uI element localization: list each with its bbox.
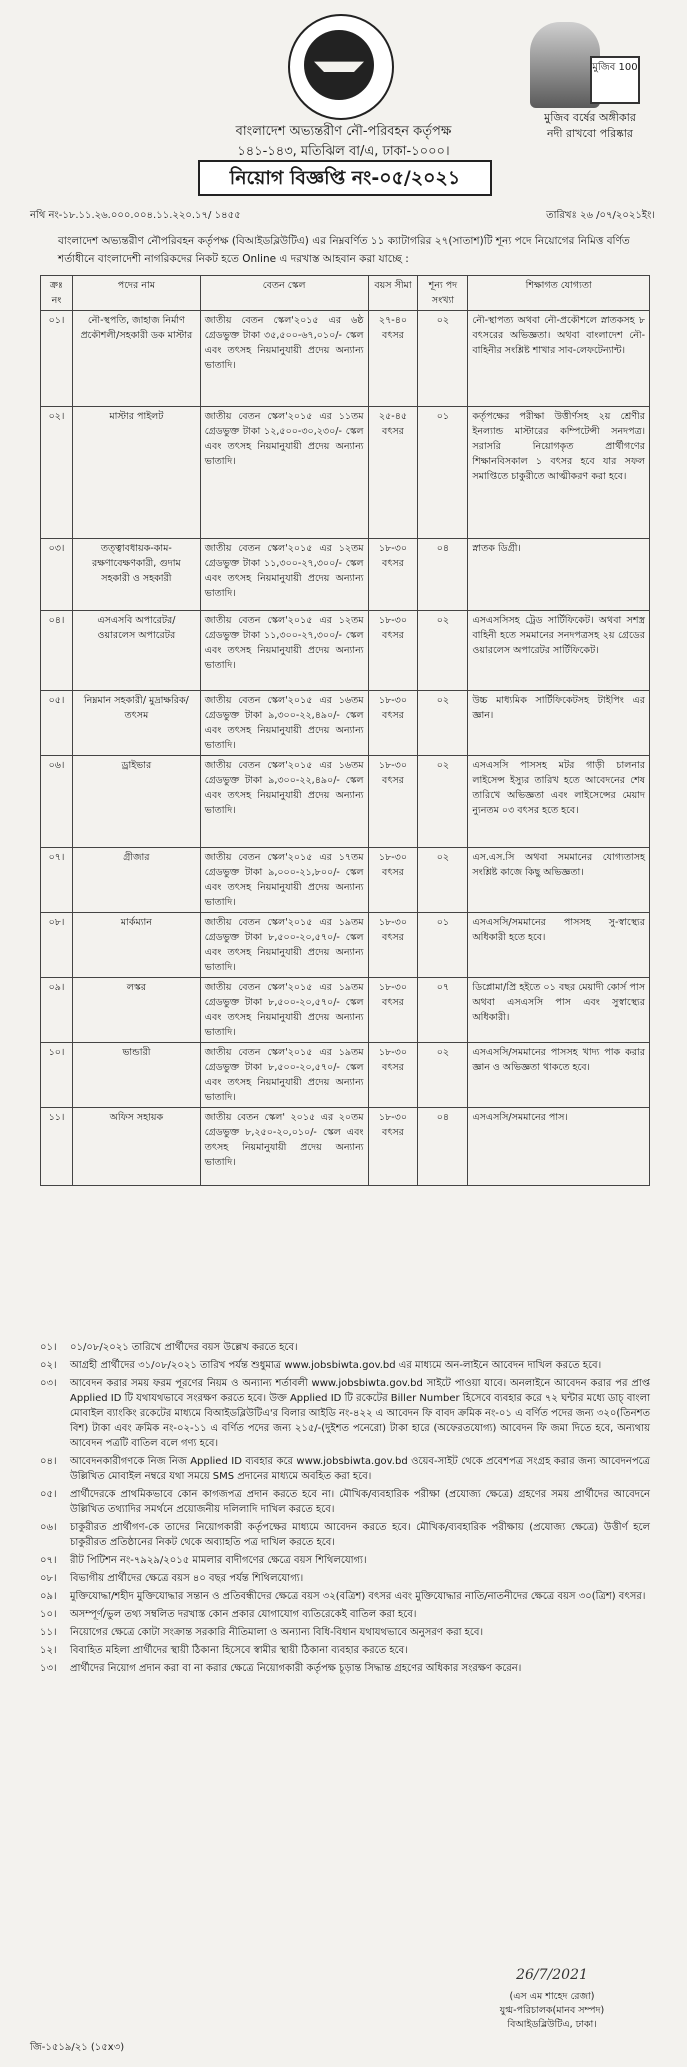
cell-count: ০২ xyxy=(418,756,468,848)
cell-scale: জাতীয় বেতন স্কেল'২০১৫ এর ১৬তম গ্রেডভুক্ত টাকা ৯,৩০০-২২,৪৯০/- স্কেল এবং তৎসহ নিয়মানুযায়ী প্রদেয় অন্যান্য ভাতাদি। xyxy=(200,756,368,848)
cell-qualification: এসএসসি পাসসহ মটর গাড়ী চালনার লাইসেন্স ইস্যুর তারিখ হতে আবেদনের শেষ তারিখে অভিজ্ঞতা এবং লাইসেন্সের মেয়াদ ন্যুনতম ০৩ বৎসর হতে হবে। xyxy=(468,756,650,848)
condition-text: আগ্রহী প্রার্থীদের ৩১/০৮/২০২১ তারিখ পর্যন্ত শুধুমাত্র www.jobsbiwta.gov.bd এর মাধ্যমে অন-লাইনে আবেদন দাখিল করতে হবে। xyxy=(70,1360,602,1371)
motto-line-1: মুজিব বর্ষের অঙ্গীকার xyxy=(544,111,636,124)
motto-line-2: নদী রাখবো পরিষ্কার xyxy=(547,127,633,140)
table-row xyxy=(41,913,650,978)
table-row xyxy=(41,539,650,611)
org-name: বাংলাদেশ অভ্যন্তরীণ নৌ-পরিবহন কর্তৃপক্ষ xyxy=(235,124,452,139)
condition-item xyxy=(40,1625,650,1640)
signatory-name: (এস এম শাহেদ রেজা) xyxy=(509,1991,595,2002)
cell-count: ০১ xyxy=(418,913,468,978)
condition-text: মুক্তিযোদ্ধা/শহীদ মুক্তিযোদ্ধার সন্তান ও প্রতিবন্ধীদের ক্ষেত্রে বয়স ৩২(বত্রিশ) বৎসর এবং মুক্তিযোদ্ধার নাতি/নাতনীদের ক্ষেত্রে বয়স ৩০(ত্রিশ) বৎসর। xyxy=(70,1591,646,1602)
table-row xyxy=(41,407,650,539)
condition-number: ০১। xyxy=(40,1342,57,1353)
cell-qualification: উচ্চ মাধ্যমিক সার্টিফিকেটসহ টাইপিং এর জ্ঞান। xyxy=(468,691,650,756)
cell-count: ০৪ xyxy=(418,1108,468,1186)
cell-scale: জাতীয় বেতন স্কেল'২০১৫ এর ১৯তম গ্রেডভুক্ত টাকা ৮,৫০০-২০,৫৭০/- স্কেল এবং তৎসহ নিয়মানুযায়ী প্রদেয় অন্যান্য ভাতাদি। xyxy=(200,913,368,978)
cell-age: ১৮-৩০ বৎসর xyxy=(368,1108,418,1186)
header-serial: ক্রঃ নং xyxy=(41,276,73,311)
table-row xyxy=(41,1043,650,1108)
condition-text: বিবাহিত মহিলা প্রার্থীদের স্থায়ী ঠিকানা হিসেবে স্বামীর স্থায়ী ঠিকানা ব্যবহার করতে হবে। xyxy=(70,1645,408,1656)
condition-text: ০১/০৮/২০২১ তারিখে প্রার্থীদের বয়স উল্লেখ করতে হবে। xyxy=(70,1342,298,1353)
cell-post: এসএসবি অপারেটর/ ওয়ারলেস অপারেটর xyxy=(72,611,200,691)
condition-number: ১২। xyxy=(40,1645,57,1656)
cell-qualification: এসএসসিসহ ট্রেড সার্টিফিকেট। অথবা সশস্ত্র বাহিনী হতে সমমানের সনদপত্রসহ ২য় গ্রেডের ওয়ারলেস অপারেটর সার্টিফিকেট। xyxy=(468,611,650,691)
biwta-logo xyxy=(288,14,394,120)
intro-paragraph: বাংলাদেশ অভ্যন্তরীণ নৌপরিবহন কর্তৃপক্ষ (বিআইডব্লিউটিএ) এর নিম্নবর্ণিত ১১ ক্যাটাগরির ২৭(সাতাশ)টি শূন্য পদে নিয়োগের নিমিত্ত বর্ণিত শর্তাধীনে বাংলাদেশী নাগরিকদের নিকট হতে Online এ দরখাস্ত আহবান করা যাচ্ছে : xyxy=(58,235,630,265)
cell-age: ১৮-৩০ বৎসর xyxy=(368,756,418,848)
condition-text: প্রার্থীদেরকে প্রাথমিকভাবে কোন কাগজপত্র প্রদান করতে হবে না। মৌখিক/ব্যবহারিক পরীক্ষা (প্রযোজ্য ক্ষেত্রে) গ্রহণের সময় প্রার্থীদের আবেদনে উল্লিখিত তথ্যাদির সমর্থনে প্রয়োজনীয় দলিলাদি দাখিল করতে হবে। xyxy=(70,1489,650,1515)
condition-item xyxy=(40,1520,650,1550)
notice-date: তারিখঃ ২৬ /০৭/২০২১ইং। xyxy=(546,210,655,221)
cell-count: ০২ xyxy=(418,611,468,691)
cell-post: মার্কম্যান xyxy=(72,913,200,978)
cell-serial: ০১। xyxy=(41,311,73,407)
cell-post: ড্রাইভার xyxy=(72,756,200,848)
cell-count: ০২ xyxy=(418,691,468,756)
cell-qualification: ডিপ্লোমা/প্রি হইতে ০১ বছর মেয়াদী কোর্স পাস অথবা এসএসসি পাস এবং সুস্বাস্থ্যের অধিকারী। xyxy=(468,978,650,1043)
cell-scale: জাতীয় বেতন স্কেল' ২০১৫ এর ২০তম গ্রেডভুক্ত ৮,২৫০-২০,০১০/- স্কেল এবং তৎসহ নিয়মানুযায়ী প্রদেয় অন্যান্য ভাতাদি। xyxy=(200,1108,368,1186)
cell-serial: ০৩। xyxy=(41,539,73,611)
cell-post: ভান্ডারী xyxy=(72,1043,200,1108)
condition-text: চাকুরীরত প্রার্থীগণ-কে তাদের নিয়োগকারী কর্তৃপক্ষের মাধ্যমে আবেদন করতে হবে। মৌখিক/ব্যবহারিক পরীক্ষায় (প্রযোজ্য ক্ষেত্রে) উত্তীর্ণ হলে চাকুরীরত প্রতিষ্ঠানের নিকট থেকে অব্যাহতি পত্র দাখিল করতে হবে। xyxy=(70,1522,650,1548)
table-row xyxy=(41,691,650,756)
cell-qualification: এসএসসি/সমমানের পাস। xyxy=(468,1108,650,1186)
table-row xyxy=(41,1108,650,1186)
cell-age: ২৭-৪০ বৎসর xyxy=(368,311,418,407)
cell-count: ০৭ xyxy=(418,978,468,1043)
cell-age: ১৮-৩০ বৎসর xyxy=(368,978,418,1043)
signatory-designation: যুগ্ম-পরিচালক(মানব সম্পদ) xyxy=(499,2005,605,2016)
table-row xyxy=(41,311,650,407)
condition-item xyxy=(40,1589,650,1604)
cell-scale: জাতীয় বেতন স্কেল'২০১৫ এর ১৯তম গ্রেডভুক্ত টাকা ৮,৫০০-২০,৫৭০/- স্কেল এবং তৎসহ নিয়মানুযায়ী প্রদেয় অন্যান্য ভাতাদি। xyxy=(200,1043,368,1108)
cell-serial: ১১। xyxy=(41,1108,73,1186)
mujib-year-badge: মুজিব 100 xyxy=(590,56,640,104)
cell-age: ১৮-৩০ বৎসর xyxy=(368,913,418,978)
cell-age: ১৮-৩০ বৎসর xyxy=(368,848,418,913)
condition-item xyxy=(40,1376,650,1451)
vacancy-table xyxy=(40,275,650,1186)
cell-serial: ০৫। xyxy=(41,691,73,756)
cell-scale: জাতীয় বেতন স্কেল'২০১৫ এর ১৯তম গ্রেডভুক্ত টাকা ৮,৫০০-২০,৫৭০/- স্কেল এবং তৎসহ নিয়মানুযায়ী প্রদেয় অন্যান্য ভাতাদি। xyxy=(200,978,368,1043)
table-row xyxy=(41,848,650,913)
header-age: বয়স সীমা xyxy=(368,276,418,311)
cell-count: ০১ xyxy=(418,407,468,539)
condition-number: ০৩। xyxy=(40,1378,57,1389)
cell-qualification: এস.এস.সি অথবা সমমানের যোগ্যতাসহ সংশ্লিষ্ট কাজে কিছু অভিজ্ঞতা। xyxy=(468,848,650,913)
condition-text: প্রার্থীদের নিয়োগ প্রদান করা বা না করার ক্ষেত্রে নিয়োগকারী কর্তৃপক্ষ চূড়ান্ত সিদ্ধান্ত গ্রহণের অধিকার সংরক্ষণ করেন। xyxy=(70,1663,522,1674)
condition-item xyxy=(40,1553,650,1568)
condition-text: বিভাগীয় প্রার্থীদের ক্ষেত্রে বয়স ৪০ বছর পর্যন্ত শিথিলযোগ্য। xyxy=(70,1573,304,1584)
cell-serial: ০৮। xyxy=(41,913,73,978)
condition-item xyxy=(40,1487,650,1517)
cell-scale: জাতীয় বেতন স্কেল'২০১৫ এর ১২তম গ্রেডভুক্ত টাকা ১১,৩০০-২৭,৩০০/- স্কেল এবং তৎসহ নিয়মানুযায়ী প্রদেয় অন্যান্য ভাতাদি। xyxy=(200,611,368,691)
condition-item xyxy=(40,1607,650,1622)
table-header-row xyxy=(41,276,650,311)
header-post: পদের নাম xyxy=(72,276,200,311)
condition-item xyxy=(40,1571,650,1586)
cell-count: ০২ xyxy=(418,1043,468,1108)
cell-serial: ০৯। xyxy=(41,978,73,1043)
condition-item xyxy=(40,1661,650,1676)
cell-serial: ১০। xyxy=(41,1043,73,1108)
cell-serial: ০৭। xyxy=(41,848,73,913)
condition-item xyxy=(40,1340,650,1355)
condition-number: ১৩। xyxy=(40,1663,57,1674)
cell-serial: ০২। xyxy=(41,407,73,539)
cell-age: ১৮-৩০ বৎসর xyxy=(368,691,418,756)
condition-number: ০৮। xyxy=(40,1573,57,1584)
condition-text: রীট পিটিশন নং-৭৯২৯/২০১৫ মামলার বাদীগণের ক্ষেত্রে বয়স শিথিলযোগ্য। xyxy=(70,1555,367,1566)
cell-scale: জাতীয় বেতন স্কেল'২০১৫ এর ১২তম গ্রেডভুক্ত টাকা ১১,৩০০-২৭,৩০০/- স্কেল এবং তৎসহ নিয়মানুযায়ী প্রদেয় অন্যান্য ভাতাদি। xyxy=(200,539,368,611)
signatory-office: বিআইডব্লিউটিএ, ঢাকা। xyxy=(507,2019,597,2030)
cell-post: লস্কর xyxy=(72,978,200,1043)
cell-qualification: এসএসসি/সমমানের পাসসহ সু-স্বাস্থ্যের অধিকারী হতে হবে। xyxy=(468,913,650,978)
condition-text: নিয়োগের ক্ষেত্রে কোটা সংক্রান্ত সরকারি নীতিমালা ও অন্যান্য বিধি-বিধান যথাযথভাবে অনুসরণ করা হবে। xyxy=(70,1627,484,1638)
header-scale: বেতন স্কেল xyxy=(200,276,368,311)
cell-post: নিম্নমান সহকারী/ মুদ্রাক্ষরিক/তৎসম xyxy=(72,691,200,756)
condition-text: আবেদনকারীগণকে নিজ নিজ Applied ID ব্যবহার করে www.jobsbiwta.gov.bd ওয়েব-সাইট থেকে প্রবেশপত্র সংগ্রহ করার জন্য আবেদনপত্রে উল্লিখিত মোবাইল নম্বরে যথা সময়ে SMS প্রদানের মাধ্যমে অবহিত করা হবে। xyxy=(70,1456,650,1482)
cell-count: ০২ xyxy=(418,848,468,913)
header-count: শূন্য পদ সংখ্যা xyxy=(418,276,468,311)
cell-age: ১৮-৩০ বৎসর xyxy=(368,539,418,611)
memo-number: নথি নং-১৮.১১.২৬.০০০.০০৪.১১.২২০.১৭/ ১৪৫৫ xyxy=(30,210,241,221)
cell-scale: জাতীয় বেতন স্কেল'২০১৫ এর ১৬তম গ্রেডভুক্ত টাকা ৯,৩০০-২২,৪৯০/- স্কেল এবং তৎসহ নিয়মানুযায়ী প্রদেয় অন্যান্য ভাতাদি। xyxy=(200,691,368,756)
condition-number: ১০। xyxy=(40,1609,57,1620)
conditions-list xyxy=(40,1340,650,1679)
cell-post: নৌ-স্থপতি, জাহাজ নির্মাণ প্রকৌশলী/সহকারী ডক মাস্টার xyxy=(72,311,200,407)
cell-age: ২৫-৪৫ বৎসর xyxy=(368,407,418,539)
table-row xyxy=(41,756,650,848)
cell-qualification: নৌ-স্থাপত্য অথবা নৌ-প্রকৌশলে স্নাতকসহ ৮ বৎসরের অভিজ্ঞতা। অথবা বাংলাদেশ নৌ-বাহিনীর সংশ্লিষ্ট শাখার সাব-লেফটেন্যান্ট। xyxy=(468,311,650,407)
cell-qualification: স্নাতক ডিগ্রী। xyxy=(468,539,650,611)
cell-age: ১৮-৩০ বৎসর xyxy=(368,1043,418,1108)
condition-text: আবেদন করার সময় ফরম পূরণের নিয়ম ও অন্যান্য শর্তাবলী www.jobsbiwta.gov.bd সাইটে পাওয়া যাবে। অনলাইনে আবেদন করার পর প্রাপ্ত Applied ID টি যথাযথভাবে সংরক্ষণ করতে হবে। উক্ত Applied ID টি রকেটের Biller Number হিসেবে ব্যবহার করে ৭২ ঘন্টার মধ্যে ডাচ্ বাংলা মোবাইল ব্যাংকিং রকেটের মাধ্যমে বিআইডব্লিউটিএ'র বিলার আইডি নং-৪২২ এ আবেদন ফি বাবদ ক্রমিক নং-০১ এ বর্ণিত পদের জন্য ৩২০(তিনশত বিশ) টাকা এবং ক্রমিক নং-০২-১১ এ বর্ণিত পদের জন্য ২১৫/-(দুইশত পনেরো) টাকা হারে (অফেরতযোগ্য) আবেদন ফি জমা দিতে হবে, অন্যথায় আবেদন পত্রটি বাতিল বলে গণ্য হবে। xyxy=(70,1378,650,1449)
table-row xyxy=(41,978,650,1043)
table-row xyxy=(41,611,650,691)
cell-post: তত্ত্বাবধায়ক-কাম-রক্ষণাবেক্ষণকারী, গুদাম সহকারী ও সহকারী xyxy=(72,539,200,611)
condition-text: অসম্পূর্ণ/ভুল তথ্য সম্বলিত দরখাস্ত কোন প্রকার যোগাযোগ ব্যতিরেকেই বাতিল করা হবে। xyxy=(70,1609,417,1620)
cell-qualification: কর্তৃপক্ষের পরীক্ষা উত্তীর্ণসহ ২য় শ্রেণীর ইনল্যান্ড মাস্টারের কম্পিটেন্সী সনদপত্র। সরাসরি নিয়োগকৃত প্রার্থীগণের শিক্ষানবিসকাল ১ বৎসর হবে যার সফল সমাপ্তিতে চাকুরীতে আত্মীকরণ করা হবে। xyxy=(468,407,650,539)
cell-scale: জাতীয় বেতন স্কেল'২০১৫ এর ১৭তম গ্রেডভুক্ত টাকা ৯,০০০-২১,৮০০/- স্কেল এবং তৎসহ নিয়মানুযায়ী প্রদেয় অন্যান্য ভাতাদি। xyxy=(200,848,368,913)
cell-count: ০২ xyxy=(418,311,468,407)
condition-number: ০৬। xyxy=(40,1522,57,1533)
cell-serial: ০৬। xyxy=(41,756,73,848)
cell-count: ০৪ xyxy=(418,539,468,611)
cell-age: ১৮-৩০ বৎসর xyxy=(368,611,418,691)
condition-item xyxy=(40,1358,650,1373)
condition-item xyxy=(40,1454,650,1484)
condition-number: ০৯। xyxy=(40,1591,57,1602)
condition-number: ০৪। xyxy=(40,1456,57,1467)
notice-title: নিয়োগ বিজ্ঞপ্তি নং-০৫/২০২১ xyxy=(198,160,492,196)
cell-scale: জাতীয় বেতন স্কেল'২০১৫ এর ১১তম গ্রেডভুক্ত টাকা ১২,৫০০-৩০,২৩০/- স্কেল এবং তৎসহ নিয়মানুযায়ী প্রদেয় অন্যান্য ভাতাদি। xyxy=(200,407,368,539)
signature-scrawl: 26/7/2021 xyxy=(516,1967,588,1983)
cell-post: গ্রীজার xyxy=(72,848,200,913)
condition-number: ০৭। xyxy=(40,1555,57,1566)
condition-number: ০২। xyxy=(40,1360,57,1371)
cell-serial: ০৪। xyxy=(41,611,73,691)
cell-post: মাস্টার পাইলট xyxy=(72,407,200,539)
header-qualification: শিক্ষাগত যোগ্যতা xyxy=(468,276,650,311)
org-address: ১৪১-১৪৩, মতিঝিল বা/এ, ঢাকা-১০০০। xyxy=(237,144,450,159)
condition-number: ১১। xyxy=(40,1627,57,1638)
footer-code: জি-১৫১৯/২১ (১৫x৩) xyxy=(30,2042,125,2053)
cell-scale: জাতীয় বেতন স্কেল'২০১৫ এর ৬ষ্ঠ গ্রেডভুক্ত টাকা ৩৫,৫০০-৬৭,০১০/- স্কেল এবং তৎসহ নিয়মানুযায়ী প্রদেয় অন্যান্য ভাতাদি। xyxy=(200,311,368,407)
cell-post: অফিস সহায়ক xyxy=(72,1108,200,1186)
condition-number: ০৫। xyxy=(40,1489,57,1500)
condition-item xyxy=(40,1643,650,1658)
cell-qualification: এসএসসি/সমমানের পাসসহ খাদ্য পাক করার জ্ঞান ও অভিজ্ঞতা থাকতে হবে। xyxy=(468,1043,650,1108)
table-body xyxy=(41,311,650,1186)
signature-block xyxy=(452,1968,652,2032)
